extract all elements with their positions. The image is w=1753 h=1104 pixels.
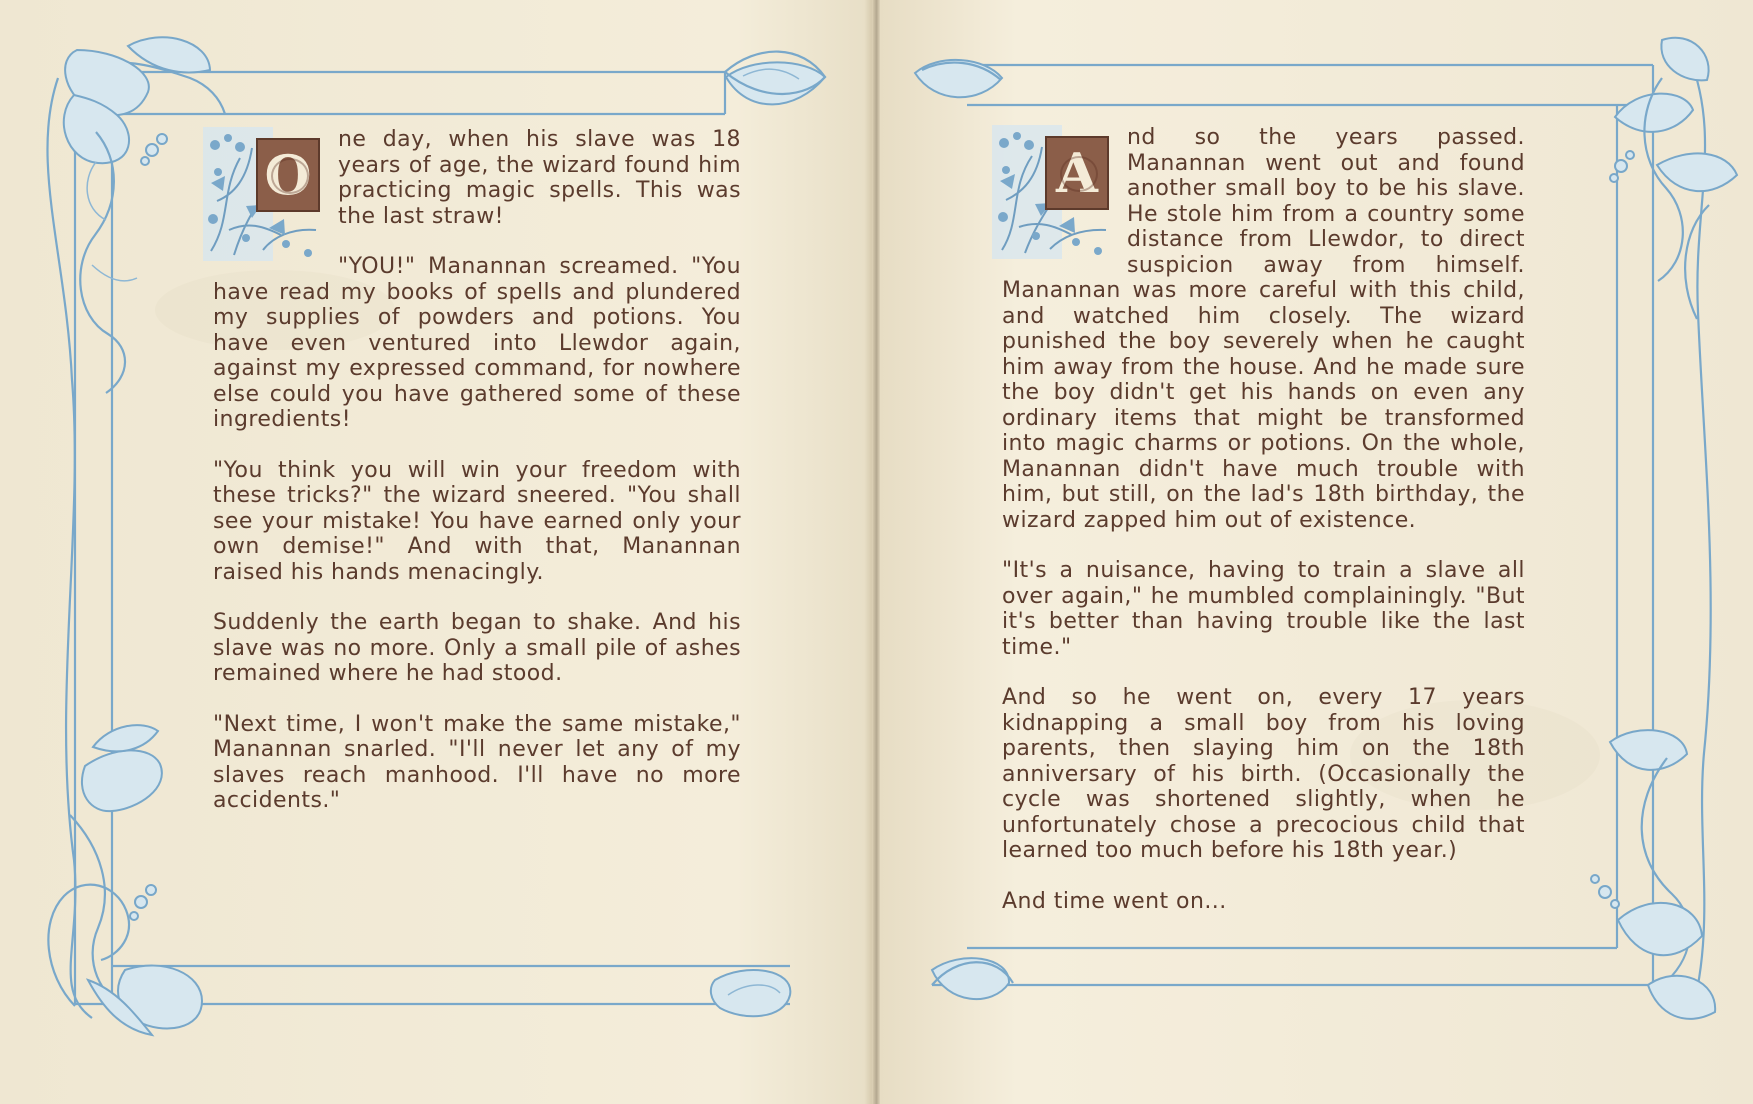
right-paragraph-3: And so he went on, every 17 years kidnapping a small boy from his loving parents, then slaying him on the 18th anniversary of his birth. (Occasionally the cycle was shortened slightly, when he unfortunately chose a precocious child that learned too much before his 18th year.) <box>1002 685 1525 863</box>
left-paragraph-2: "YOU!" Manannan screamed. "You have read my books of spells and plundered my supplies of powders and potions. You have even ventured into Llewdor again, against my expressed command, for nowhere else could you have gathered some of these ingredients! <box>213 254 741 432</box>
left-paragraph-3: "You think you will win your freedom with these tricks?" the wizard sneered. "You shall see your mistake! You have earned only your own demise!" And with that, Manannan raised his hands menacingly. <box>213 457 741 585</box>
left-drop-cap-ornament <box>203 127 326 262</box>
left-paragraph-5: "Next time, I won't make the same mistake," Manannan snarled. "I'll never let any of my slaves reach manhood. I'll have no more accidents." <box>213 711 741 813</box>
left-paragraph-1: ne day, when his slave was 18 years of age, the wizard found him practicing magic spells. This was the last straw! <box>338 127 741 229</box>
right-page-story-text <box>1002 125 1525 939</box>
left-drop-cap-letter: O <box>256 138 320 212</box>
right-drop-cap-ornament <box>992 125 1115 260</box>
right-paragraph-2: "It's a nuisance, having to train a slave all over again," he mumbled complainingly. "But it's better than having trouble like the last time." <box>1002 558 1525 660</box>
right-paragraph-4: And time went on... <box>1002 888 1227 914</box>
left-page-story-text <box>213 127 741 839</box>
right-page <box>877 0 1753 1104</box>
right-drop-cap-letter: A <box>1045 136 1109 210</box>
left-paragraph-4: Suddenly the earth began to shake. And his slave was no more. Only a small pile of ashes remained where he had stood. <box>213 610 741 686</box>
right-paragraph-1: nd so the years passed. Manannan went out and found another small boy to be his slave. He stole him from a country some distance from Llewdor, to direct suspicion away from himself. Manannan was more careful with this child, and watched him closely. The wizard punished the boy severely when he caught him away from the house. And he made sure the boy didn't get his hands on even any ordinary items that might be transformed into magic charms or potions. On the whole, Manannan didn't have much trouble with him, but still, on the lad's 18th birthday, the wizard zapped him out of existence. <box>1002 125 1525 533</box>
left-page <box>0 0 876 1104</box>
